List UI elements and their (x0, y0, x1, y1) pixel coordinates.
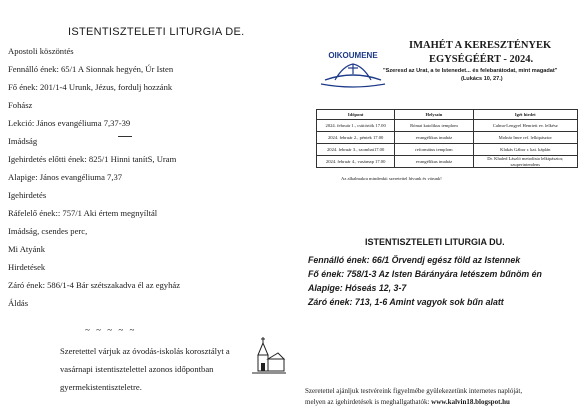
liturgy-line: Mi Atyánk (8, 244, 46, 254)
liturgy-line: Záró ének: 586/1-4 Bár szétszakadva él az egyház (8, 280, 181, 290)
footer-line (305, 398, 510, 406)
table-cell: evangélikus imaház (395, 132, 473, 144)
tilde-divider: ~ ~ ~ ~ ~ (85, 325, 137, 335)
column-header: Időpont (317, 110, 395, 120)
afternoon-hymn-line: Alapige: Hóseás 12, 3-7 (308, 283, 407, 293)
column-header: Helyszín (395, 110, 473, 120)
morning-liturgy-title: ISTENTISZTELETI LITURGIA DE. (68, 26, 245, 38)
children-note-line: vasárnapi istentisztelettel azonos időpontban (60, 364, 214, 374)
liturgy-line: Imádság, csendes perc, (8, 226, 88, 236)
table-cell: 2024. február 4., vasárnap 17.00 (317, 156, 395, 168)
footer-line: Szeretettel ajánljuk testvéreink figyelmébe gyülekezetünk internetes naplóját, (305, 387, 523, 395)
liturgy-line: Imádság (8, 136, 38, 146)
table-cell: Római katolikus templom (395, 120, 473, 132)
schedule-table (316, 109, 578, 168)
footer-prefix: melyen az igehirdetések is meghallgathatók: (305, 398, 432, 406)
schedule-note: Az alkalmakra mindenkit szeretettel hívunk és várunk! (341, 176, 442, 181)
liturgy-line: Igehirdetés (8, 190, 47, 200)
table-row (317, 144, 578, 156)
children-note-line: Szeretettel várjuk az óvodás-iskolás korosztályt a (60, 346, 230, 356)
children-note-line: gyermekistentiszteletre. (60, 382, 142, 392)
table-cell: 2024. február 3., szombat17.00 (317, 144, 395, 156)
liturgy-line: Lekció: János evangéliuma 7,37-39 (8, 118, 131, 128)
table-cell: Dr. Khaled László metodista lelkipásztor, szuperintendens (473, 156, 577, 168)
afternoon-hymn-line: Záró ének: 713, 1-6 Amint vagyok sok bűn alatt (308, 297, 504, 307)
table-cell: Molnár Imre ref. lelkipásztor (473, 132, 577, 144)
oikoumene-logo-icon (313, 44, 393, 90)
table-cell: 2024. február 2., péntek 17.00 (317, 132, 395, 144)
bible-quote-reference: (Lukács 10, 27.) (461, 76, 503, 82)
table-row (317, 132, 578, 144)
afternoon-liturgy-title: ISTENTISZTELETI LITURGIA DU. (365, 237, 505, 247)
logo-text: OIKOUMENE (328, 51, 378, 60)
table-cell: Klakás Gábor r. kat. káplán (473, 144, 577, 156)
liturgy-line: Apostoli köszöntés (8, 46, 74, 56)
liturgy-line: Alapige: János evangéliuma 7,37 (8, 172, 123, 182)
liturgy-line: Igehirdetés előtti ének: 825/1 Hinni tanítS, Uram (8, 154, 177, 164)
church-icon (252, 335, 286, 375)
liturgy-line: Fő ének: 201/1-4 Urunk, Jézus, fordulj hozzánk (8, 82, 173, 92)
liturgy-line: Áldás (8, 298, 29, 308)
prayer-week-title: IMAHÉT A KERESZTÉNYEK (409, 40, 552, 51)
blog-link[interactable]: www.kalvin18.blogspot.hu (431, 398, 510, 406)
liturgy-line: Fennálló ének: 65/1 A Sionnak hegyén, Úr Isten (8, 64, 174, 74)
column-header: Igét hirdet (473, 110, 577, 120)
afternoon-hymn-line: Fő ének: 758/1-3 Az Isten Bárányára letészem bűnöm én (308, 269, 542, 279)
prayer-week-title-line2: EGYSÉGÉÉRT - 2024. (429, 54, 534, 65)
table-cell: evangélikus imaház (395, 156, 473, 168)
table-row (317, 120, 578, 132)
table-cell: református templom (395, 144, 473, 156)
week-of-prayer-panel (293, 0, 586, 414)
liturgy-line: Ráfelelő ének:: 757/1 Aki értem megnyíltál (8, 208, 158, 218)
liturgy-line: Fohász (8, 100, 33, 110)
table-cell: 2024. február 1., csütörtök 17.00 (317, 120, 395, 132)
liturgy-line: Hirdetések (8, 262, 46, 272)
separator-dash (118, 136, 132, 137)
afternoon-hymn-line: Fennálló ének: 66/1 Örvendj egész föld az Istennek (308, 255, 521, 265)
table-row (317, 156, 578, 168)
table-header-row (317, 110, 578, 120)
table-cell: Calma-Lengyel Henriett ev. lelkész (473, 120, 577, 132)
bible-quote: "Szeresd az Urat, a te Istenedet... és felebarátodat, mint magadat" (383, 68, 558, 74)
